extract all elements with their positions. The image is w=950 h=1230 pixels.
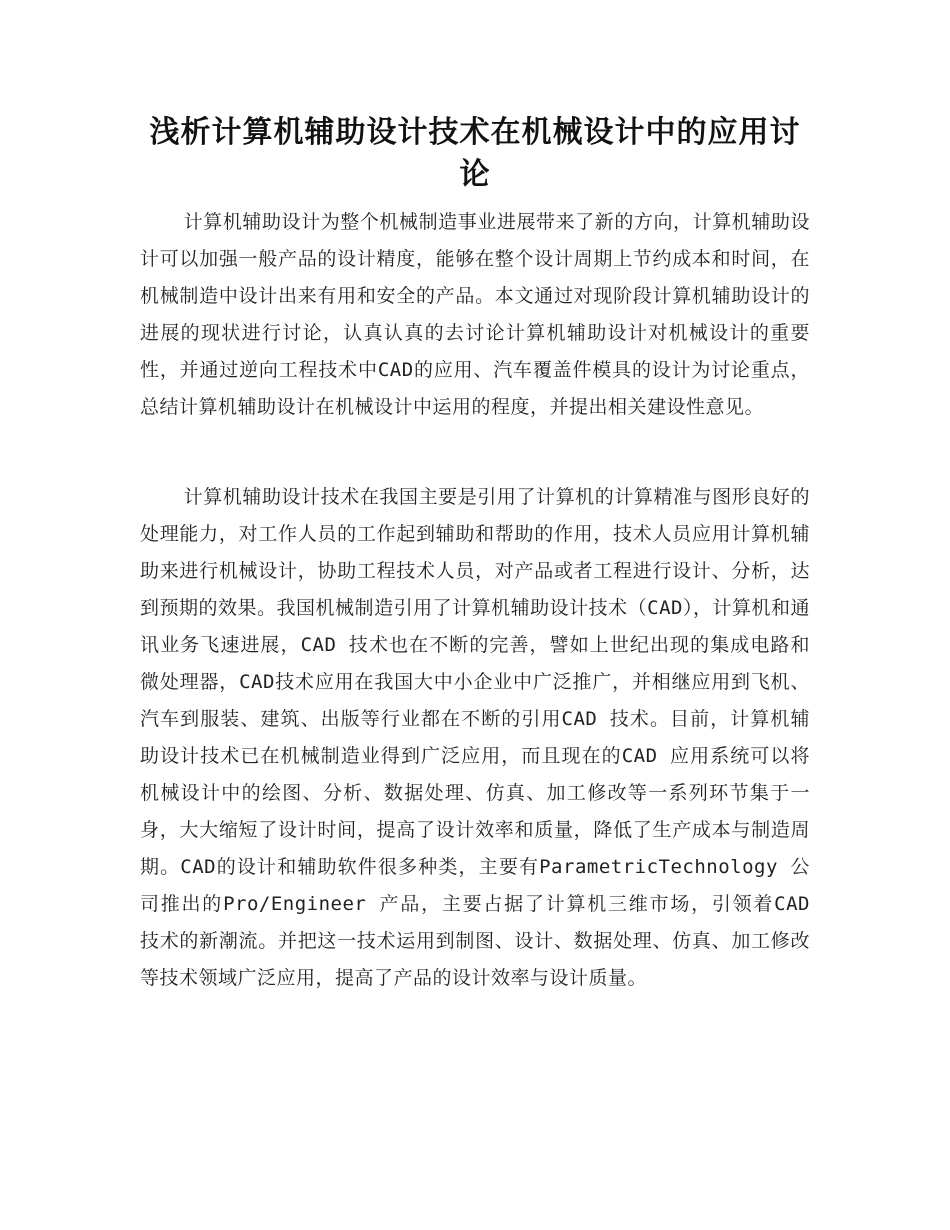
abstract-paragraph: 计算机辅助设计为整个机械制造事业进展带来了新的方向，计算机辅助设计可以加强一般产品的设计精度，能够在整个设计周期上节约成本和时间，在机械制造中设计出来有用和安全的产品。本文通过对现阶段计算机辅助设计的进展的现状进行讨论，认真认真的去讨论计算机辅助设计对机械设计的重要性，并通过逆向工程技术中CAD的应用、汽车覆盖件模具的设计为讨论重点，总结计算机辅助设计在机械设计中运用的程度，并提出相关建设性意见。 bbox=[140, 211, 810, 418]
document-title: 浅析计算机辅助设计技术在机械设计中的应用讨论 bbox=[149, 115, 801, 192]
body-paragraph: 计算机辅助设计技术在我国主要是引用了计算机的计算精准与图形良好的处理能力，对工作人员的工作起到辅助和帮助的作用，技术人员应用计算机辅助来进行机械设计，协助工程技术人员，对产品或者工程进行设计、分析，达到预期的效果。我国机械制造引用了计算机辅助设计技术（CAD），计算机和通讯业务飞速进展，CAD 技术也在不断的完善，譬如上世纪出现的集成电路和微处理器，CAD技术应用在我国大中小企业中广泛推广，并相继应用到飞机、汽车到服装、建筑、出版等行业都在不断的引用CAD 技术。目前，计算机辅助设计技术已在机械制造业得到广泛应用，而且现在的CAD 应用系统可以将机械设计中的绘图、分析、数据处理、仿真、加工修改等一系列环节集于一身，大大缩短了设计时间，提高了设计效率和质量，降低了生产成本与制造周期。CAD的设计和辅助软件很多种类，主要有ParametricTechnology 公司推出的Pro/Engineer 产品，主要占据了计算机三维市场，引领着CAD 技术的新潮流。并把这一技术运用到制图、设计、数据处理、仿真、加工修改等技术领域广泛应用，提高了产品的设计效率与设计质量。 bbox=[140, 486, 810, 989]
